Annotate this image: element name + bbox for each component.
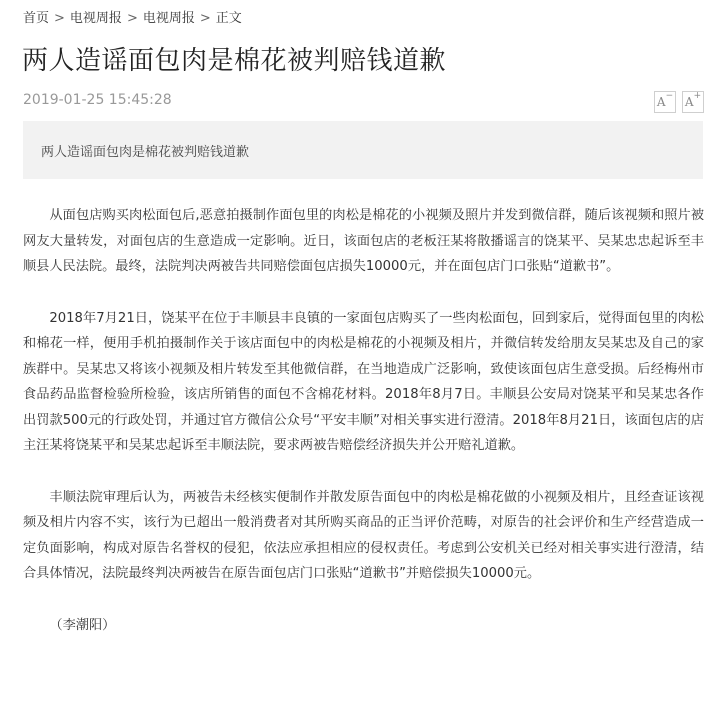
font-increase-letter: A xyxy=(684,95,694,109)
publish-date: 2019-01-25 15:45:28 xyxy=(23,92,172,108)
breadcrumb-separator: > xyxy=(126,11,138,26)
breadcrumb-tv-weekly-link[interactable]: 电视周报 xyxy=(69,11,122,26)
font-size-controls xyxy=(654,91,704,113)
breadcrumb-tv-weekly-sub-link[interactable]: 电视周报 xyxy=(142,11,195,26)
minus-icon: − xyxy=(665,91,674,101)
article-paragraph-3: 丰顺法院审理后认为，两被告未经核实便制作并散发原告面包中的肉松是棉花做的小视频及相片，且经查证该视频及相片内容不实，该行为已超出一般消费者对其所购买商品的正当评价范畴，对原告的社会评价和生产经营造成一定负面影响，构成对原告名誉权的侵犯，依法应承担相应的侵权责任。考虑到公安机关已经对相关事实进行澄清，结合具体情况，法院最终判决两被告在原告面包店门口张贴“道歉书”并赔偿损失10000元。 xyxy=(23,489,704,581)
article-paragraph-2: 2018年7月21日，饶某平在位于丰顺县丰良镇的一家面包店购买了一些肉松面包，回到家后，觉得面包里的肉松和棉花一样，便用手机拍摄制作关于该店面包中的肉松是棉花的小视频及相片，并微信转发给朋友吴某忠及自己的家族群中。吴某忠又将该小视频及相片转发至其他微信群，在当地造成广泛影响，致使该面包店生意受损。后经梅州市食品药品监督检验所检验，该店所销售的面包不含棉花材料。2018年8月7日。丰顺县公安局对饶某平和吴某忠各作出罚款500元的行政处罚，并通过官方微信公众号“平安丰顺”对相关事实进行澄清。2018年8月21日，该面包店的店主汪某将饶某平和吴某忠起诉至丰顺法院，要求两被告赔偿经济损失并公开赔礼道歉。 xyxy=(23,310,704,453)
breadcrumb-separator: > xyxy=(199,11,211,26)
article-author: （李潮阳） xyxy=(49,617,116,633)
plus-icon: + xyxy=(693,91,702,101)
font-decrease-letter: A xyxy=(656,95,666,109)
breadcrumb-home-link[interactable]: 首页 xyxy=(23,11,50,26)
font-decrease-button[interactable] xyxy=(654,91,676,113)
breadcrumb-current: 正文 xyxy=(215,11,242,26)
article-meta xyxy=(23,91,704,115)
font-increase-button[interactable] xyxy=(682,91,704,113)
article-body xyxy=(23,203,704,638)
article-title: 两人造谣面包肉是棉花被判赔钱道歉 xyxy=(22,46,447,76)
article-summary: 两人造谣面包肉是棉花被判赔钱道歉 xyxy=(23,121,703,179)
breadcrumb-separator: > xyxy=(54,11,65,26)
breadcrumb xyxy=(23,7,242,26)
article-paragraph-1: 从面包店购买肉松面包后,恶意拍摄制作面包里的肉松是棉花的小视频及照片并发到微信群，随后该视频和照片被网友大量转发，对面包店的生意造成一定影响。近日，该面包店的老板汪某将散播谣言的饶某平、吴某忠忠起诉至丰顺县人民法院。最终，法院判决两被告共同赔偿面包店损失10000元，并在面包店门口张贴“道歉书”。 xyxy=(23,208,704,274)
